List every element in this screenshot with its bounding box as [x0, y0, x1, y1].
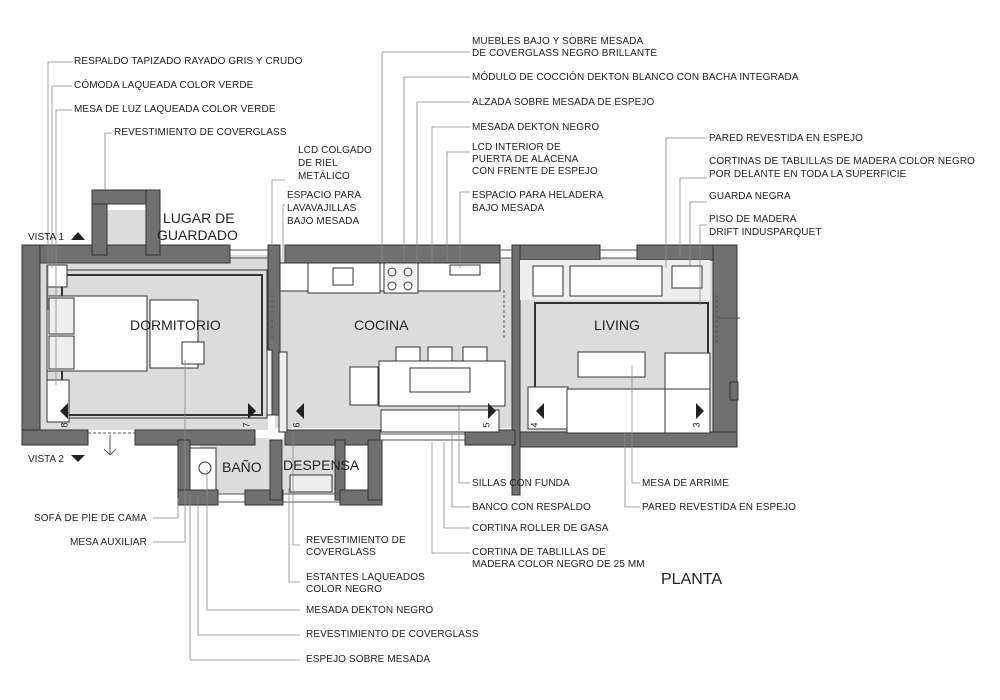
annotation-mesada-dekton: MESADA DEKTON NEGRO — [472, 122, 600, 133]
annotation-estantes-line1: ESTANTES LAQUEADOS — [306, 572, 425, 583]
annotation-revestimiento-despensa-line2: COVERGLASS — [306, 547, 376, 558]
annotation-modulo-coccion: MÓDULO DE COCCIÓN DEKTON BLANCO CON BACHA INTEGRADA — [472, 72, 799, 83]
annotation-comoda: CÓMODA LAQUEADA COLOR VERDE — [74, 80, 254, 91]
annotation-espejo-mesada: ESPEJO SOBRE MESADA — [306, 654, 431, 665]
annotation-muebles-line2: DE COVERGLASS NEGRO BRILLANTE — [472, 48, 658, 59]
annotation-piso-line2: DRIFT INDUSPARQUET — [709, 227, 822, 238]
annotation-lcd-riel-line3: METÁLICO — [298, 171, 350, 182]
room-label-guardado-line2: GUARDADO — [157, 227, 238, 243]
annotation-lcd-interior-line2: PUERTA DE ALACENA — [472, 154, 579, 165]
annotation-mesa-luz: MESA DE LUZ LAQUEADA COLOR VERDE — [74, 104, 276, 115]
drawing-title: PLANTA — [661, 571, 723, 588]
room-label-living: LIVING — [594, 317, 640, 333]
annotation-sillas: SILLAS CON FUNDA — [472, 478, 570, 489]
annotation-cortinas-madera-line1: CORTINAS DE TABLILLAS DE MADERA COLOR NEGRO — [709, 156, 976, 167]
room-label-despensa: DESPENSA — [283, 457, 360, 473]
room-label-guardado-line1: LUGAR DE — [163, 210, 235, 226]
annotation-banco: BANCO CON RESPALDO — [472, 502, 591, 513]
annotation-alzada: ALZADA SOBRE MESADA DE ESPEJO — [472, 97, 655, 108]
annotation-estantes-line2: COLOR NEGRO — [306, 584, 383, 595]
annotation-lavavajillas-line2: LAVAVAJILLAS — [287, 203, 357, 214]
annotation-lcd-interior-line1: LCD INTERIOR DE — [472, 142, 561, 153]
view-number-8: 8 — [59, 422, 70, 428]
annotation-roller: CORTINA ROLLER DE GASA — [472, 523, 609, 534]
annotation-heladera-line2: BAJO MESADA — [472, 203, 545, 214]
annotation-cortinas-madera-line2: POR DELANTE EN TODA LA SUPERFICIE — [709, 169, 907, 180]
annotation-lcd-riel-line2: DE RIEL — [298, 158, 338, 169]
view-number-6: 6 — [291, 422, 302, 428]
room-label-bano: BAÑO — [222, 459, 262, 475]
view-number-7: 7 — [241, 422, 252, 428]
annotation-revestimiento-coverglass-top: REVESTIMIENTO DE COVERGLASS — [114, 127, 287, 138]
view-number-4: 4 — [529, 422, 540, 428]
annotation-lcd-riel-line1: LCD COLGADO — [298, 145, 372, 156]
view-number-5: 5 — [481, 422, 492, 428]
annotation-lcd-interior-line3: CON FRENTE DE ESPEJO — [472, 166, 598, 177]
annotation-piso-line1: PISO DE MADERA — [709, 214, 797, 225]
annotation-mesa-arrime: MESA DE ARRIME — [642, 478, 729, 489]
vista-2-label: VISTA 2 — [28, 454, 64, 465]
annotation-revestimiento-despensa-line1: REVESTIMIENTO DE — [306, 535, 406, 546]
annotation-guarda-negra: GUARDA NEGRA — [709, 191, 791, 202]
annotation-revestimiento-bano: REVESTIMIENTO DE COVERGLASS — [306, 629, 479, 640]
annotation-heladera-line1: ESPACIO PARA HELADERA — [472, 190, 604, 201]
vista-1-label: VISTA 1 — [28, 232, 64, 243]
annotation-lavavajillas-line1: ESPACIO PARA — [287, 190, 362, 201]
view-number-3: 3 — [691, 422, 702, 428]
annotation-tablillas-line2: MADERA COLOR NEGRO DE 25 MM — [472, 559, 645, 570]
annotation-mesa-auxiliar: MESA AUXILIAR — [70, 537, 147, 548]
room-label-cocina: COCINA — [354, 317, 409, 333]
annotation-tablillas-line1: CORTINA DE TABLILLAS DE — [472, 547, 607, 558]
annotation-muebles-line1: MUEBLES BAJO Y SOBRE MESADA — [472, 36, 644, 47]
room-label-dormitorio: DORMITORIO — [130, 317, 221, 333]
annotation-mesada-bano: MESADA DEKTON NEGRO — [306, 605, 434, 616]
annotation-lavavajillas-line3: BAJO MESADA — [287, 216, 360, 227]
annotation-pared-espejo-top: PARED REVESTIDA EN ESPEJO — [709, 133, 864, 144]
annotation-respaldo: RESPALDO TAPIZADO RAYADO GRIS Y CRUDO — [74, 56, 303, 67]
annotation-pared-espejo-bottom: PARED REVESTIDA EN ESPEJO — [642, 502, 797, 513]
annotation-sofa: SOFÁ DE PIE DE CAMA — [34, 513, 148, 524]
